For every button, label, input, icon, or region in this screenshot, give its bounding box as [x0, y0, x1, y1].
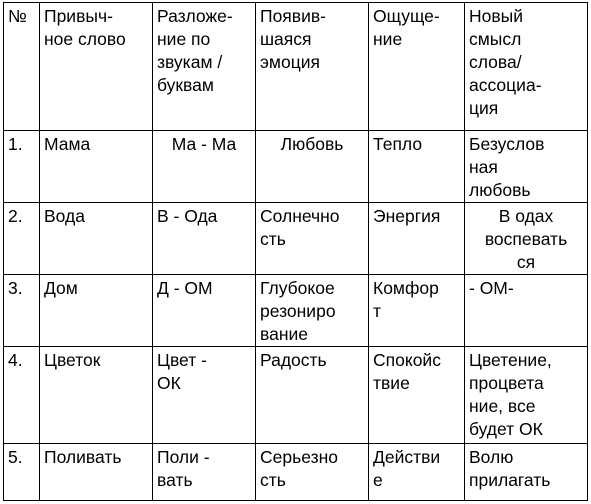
- feeling: Тепло: [369, 131, 465, 203]
- emotion: Радость: [256, 347, 369, 444]
- decomposition: Д - ОМ: [153, 275, 256, 347]
- header-row: [4, 3, 588, 131]
- emotion: Серьезно сть: [256, 444, 369, 501]
- table-row: [4, 275, 588, 347]
- familiar-word: Мама: [40, 131, 153, 203]
- header-feeling: Ощуще- ние: [369, 3, 465, 131]
- emotion: Глубокое резониро вание: [256, 275, 369, 347]
- new-meaning: Цветение, процвета ние, все будет ОК: [465, 347, 588, 444]
- new-meaning: Безуслов ная любовь: [465, 131, 588, 203]
- new-meaning: - ОМ-: [465, 275, 588, 347]
- decomposition: Ма - Ма: [153, 131, 256, 203]
- feeling: Энергия: [369, 203, 465, 275]
- feeling: Действи е: [369, 444, 465, 501]
- table-row: [4, 347, 588, 444]
- new-meaning: Волю прилагать: [465, 444, 588, 501]
- decomposition: В - Ода: [153, 203, 256, 275]
- row-number: 4.: [4, 347, 40, 444]
- row-number: 3.: [4, 275, 40, 347]
- new-meaning: В одах воспевать ся: [465, 203, 588, 275]
- familiar-word: Дом: [40, 275, 153, 347]
- header-number: №: [4, 3, 40, 131]
- table-row: [4, 444, 588, 501]
- decomposition: Поли - вать: [153, 444, 256, 501]
- feeling: Спокойс твие: [369, 347, 465, 444]
- row-number: 2.: [4, 203, 40, 275]
- feeling: Комфор т: [369, 275, 465, 347]
- familiar-word: Цветок: [40, 347, 153, 444]
- familiar-word: Вода: [40, 203, 153, 275]
- table-row: [4, 131, 588, 203]
- header-emotion: Появив- шаяся эмоция: [256, 3, 369, 131]
- row-number: 5.: [4, 444, 40, 501]
- decomposition: Цвет - ОК: [153, 347, 256, 444]
- header-new-meaning: Новый смысл слова/ ассоциа- ция: [465, 3, 588, 131]
- emotion: Любовь: [256, 131, 369, 203]
- emotion: Солнечно сть: [256, 203, 369, 275]
- header-familiar-word: Привыч- ное слово: [40, 3, 153, 131]
- header-decomposition: Разложе- ние по звукам / буквам: [153, 3, 256, 131]
- familiar-word: Поливать: [40, 444, 153, 501]
- row-number: 1.: [4, 131, 40, 203]
- table-row: [4, 203, 588, 275]
- word-association-table: [3, 2, 588, 501]
